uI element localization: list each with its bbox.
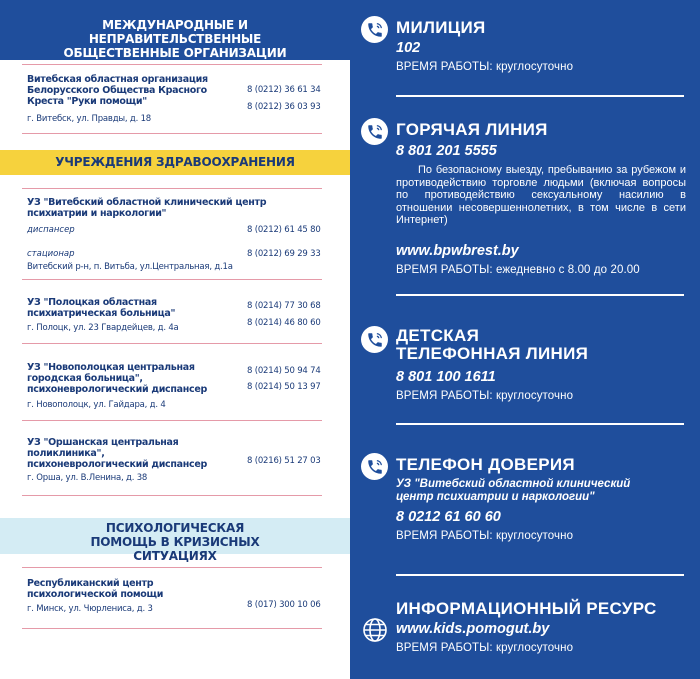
health-institutions-header xyxy=(0,150,350,175)
phone-number[interactable]: 8 (0212) 36 61 34 xyxy=(247,85,321,95)
org-name: УЗ "Витебский областной клинический центр психиатрии и наркологии" xyxy=(27,197,267,219)
phone-number[interactable]: 8 (0214) 77 30 68 xyxy=(247,301,321,311)
trust-phone-org: УЗ "Витебский областной клинический центр психиатрии и наркологии" xyxy=(396,478,631,503)
phone-number[interactable]: 8 (0216) 51 27 03 xyxy=(247,456,321,466)
intl-orgs-header-text: МЕЖДУНАРОДНЫЕ И НЕПРАВИТЕЛЬСТВЕННЫЕ ОБЩЕСТВЕННЫЕ ОРГАНИЗАЦИИ xyxy=(63,18,287,60)
divider xyxy=(22,567,322,568)
phone-number[interactable]: 8 (0214) 50 13 97 xyxy=(247,382,321,392)
info-resource-site-link[interactable]: www.kids.pomogut.by xyxy=(396,621,550,637)
divider xyxy=(22,64,322,65)
sub-label: стационар xyxy=(27,249,75,259)
address: Витебский р-н, п. Витьба, ул.Центральная, д.1а xyxy=(27,262,233,272)
org-name: УЗ "Оршанская центральная поликлиника", психоневрологический диспансер xyxy=(27,437,207,470)
phone-number[interactable]: 8 (0214) 46 80 60 xyxy=(247,318,321,328)
phone-number[interactable]: 8 (0214) 50 94 74 xyxy=(247,366,321,376)
phone-number[interactable]: 8 (0212) 61 45 80 xyxy=(247,225,321,235)
right-panel xyxy=(350,0,700,679)
divider xyxy=(22,188,322,189)
trust-phone-number[interactable]: 8 0212 61 60 60 xyxy=(396,509,501,525)
address: г. Минск, ул. Чюрлениса, д. 3 xyxy=(27,604,153,614)
children-line-title-1: ДЕТСКАЯ xyxy=(396,326,480,345)
address: г. Орша, ул. В.Ленина, д. 38 xyxy=(27,473,148,483)
hotline-title: ГОРЯЧАЯ ЛИНИЯ xyxy=(396,120,548,139)
health-institutions-header-text: УЧРЕЖДЕНИЯ ЗДРАВООХРАНЕНИЯ xyxy=(55,155,295,169)
phone-icon xyxy=(361,453,388,480)
psych-help-header-text: ПСИХОЛОГИЧЕСКАЯ ПОМОЩЬ В КРИЗИСНЫХ СИТУАЦИЯХ xyxy=(90,521,260,563)
phone-icon xyxy=(361,118,388,145)
divider xyxy=(396,95,684,97)
divider xyxy=(22,495,322,496)
org-name: УЗ "Полоцкая областная психиатрическая больница" xyxy=(27,297,176,319)
phone-icon xyxy=(361,16,388,43)
children-line-number[interactable]: 8 801 100 1611 xyxy=(396,369,496,385)
divider xyxy=(22,133,322,134)
address: г. Новополоцк, ул. Гайдара, д. 4 xyxy=(27,400,166,410)
children-line-hours: ВРЕМЯ РАБОТЫ: круглосуточно xyxy=(396,390,574,402)
police-title: МИЛИЦИЯ xyxy=(396,18,486,37)
police-hours: ВРЕМЯ РАБОТЫ: круглосуточно xyxy=(396,61,574,73)
divider xyxy=(396,423,684,425)
address: г. Полоцк, ул. 23 Гвардейцев, д. 4а xyxy=(27,323,179,333)
phone-icon xyxy=(361,326,388,353)
divider xyxy=(22,343,322,344)
info-resource-hours: ВРЕМЯ РАБОТЫ: круглосуточно xyxy=(396,642,574,654)
info-resource-title: ИНФОРМАЦИОННЫЙ РЕСУРС xyxy=(396,599,657,618)
divider xyxy=(22,628,322,629)
sub-label: диспансер xyxy=(27,225,75,235)
org-name: Республиканский центр психологической помощи xyxy=(27,578,164,600)
trust-phone-hours: ВРЕМЯ РАБОТЫ: круглосуточно xyxy=(396,530,574,542)
divider xyxy=(396,294,684,296)
phone-number[interactable]: 8 (0212) 36 03 93 xyxy=(247,102,321,112)
phone-number[interactable]: 8 (017) 300 10 06 xyxy=(247,600,321,610)
hotline-hours: ВРЕМЯ РАБОТЫ: ежедневно с 8.00 до 20.00 xyxy=(396,264,640,276)
divider xyxy=(22,279,322,280)
hotline-number[interactable]: 8 801 201 5555 xyxy=(396,143,497,159)
org-name: Витебская областная организация Белорусского Общества Красного Креста "Руки помощи" xyxy=(27,74,208,107)
divider xyxy=(396,574,684,576)
org-name: УЗ "Новополоцкая центральная городская больница", психоневрологический диспансер xyxy=(27,362,207,395)
hotline-description: По безопасному выезду, пребыванию за рубежом и противодействию торговле людьми (включая вопросы по противодействию сексуальному насилию в отношении несовершеннолетних, в том числе в сети Интернет) xyxy=(396,164,686,226)
phone-number[interactable]: 8 (0212) 69 29 33 xyxy=(247,249,321,259)
intl-orgs-header xyxy=(0,0,350,60)
globe-icon xyxy=(361,616,388,643)
police-number[interactable]: 102 xyxy=(396,40,421,56)
psych-help-header xyxy=(0,518,350,563)
divider xyxy=(22,420,322,421)
children-line-title-2: ТЕЛЕФОННАЯ ЛИНИЯ xyxy=(396,344,589,363)
address: г. Витебск, ул. Правды, д. 18 xyxy=(27,114,152,124)
hotline-site-link[interactable]: www.bpwbrest.by xyxy=(396,243,519,259)
trust-phone-title: ТЕЛЕФОН ДОВЕРИЯ xyxy=(396,455,575,474)
